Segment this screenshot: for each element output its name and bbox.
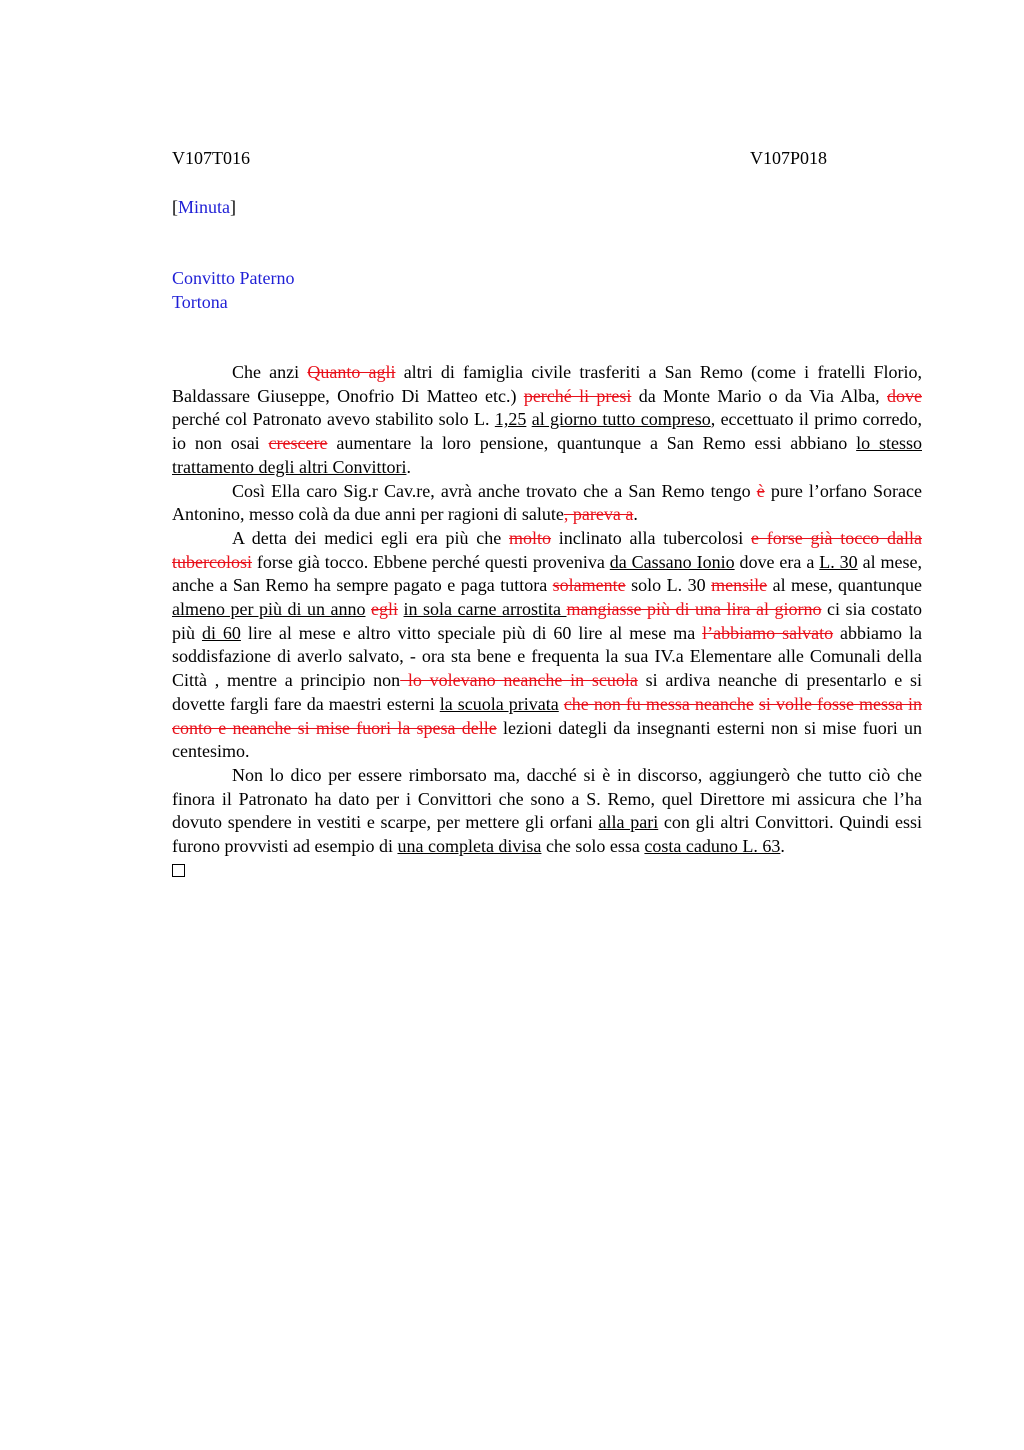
text-segment: . — [780, 836, 785, 857]
underlined-text: al giorno tutto compreso — [531, 409, 711, 430]
deleted-text: Quanto agli — [307, 362, 396, 382]
text-segment: Così Ella caro Sig.r Cav.re, avrà anche trovato che a San Remo tengo — [232, 480, 757, 501]
deleted-text: perché li presi — [523, 385, 632, 406]
empty-checkbox-icon — [172, 864, 185, 877]
underlined-text: lo stesso trattamento degli altri Convittori — [172, 433, 922, 477]
text-segment: al mese, anche a San Remo ha sempre pagato e paga tuttora — [172, 551, 922, 596]
text-segment: lezioni dategli da insegnanti esterni non si mise fuori un centesimo. — [172, 717, 922, 762]
text-segment: al mese, quantunque — [767, 575, 922, 596]
deleted-text: e forse già tocco dalla tubercolosi — [172, 527, 923, 572]
paragraph-1 — [172, 361, 922, 480]
deleted-text: è — [756, 480, 765, 501]
deleted-text: molto — [509, 527, 552, 548]
recipient-address — [172, 266, 295, 314]
document-code-left: V107T016 — [172, 148, 250, 168]
text-segment: ci sia costato più — [172, 599, 922, 643]
text-segment: Non lo dico per essere rimborsato ma, dacché si è in discorso, aggiungerò che tutto ciò che finora il Patronato ha dato per i Convittori che sono a S. Remo, quel Direttore mi assicura che l’ha dovuto spendere in vestiti e scarpe, per mettere gli orfani — [172, 764, 922, 833]
text-segment: che solo essa — [541, 836, 645, 857]
paragraph-2 — [172, 480, 922, 527]
deleted-text: egli — [371, 599, 399, 620]
minuta-close-bracket: ] — [230, 197, 236, 217]
minuta-open-bracket: [ — [172, 197, 178, 217]
underlined-text: da Cassano Ionio — [609, 551, 735, 572]
deleted-text: che non fu messa neanche — [563, 693, 754, 714]
document-code-right: V107P018 — [750, 148, 828, 168]
deleted-text: dove — [887, 385, 922, 406]
text-segment: altri di famiglia civile trasferiti a San Remo (come i fratelli Florio, Baldassare Giuseppe, Onofrio Di Matteo etc.) — [172, 362, 923, 406]
underlined-text: in sola carne arrostita — [403, 599, 567, 620]
deleted-text: mangiasse più di una lira al giorno — [566, 599, 822, 620]
text-segment: . — [406, 456, 411, 477]
deleted-text: l’abbiamo salvato — [702, 622, 834, 643]
text-segment: inclinato alla tubercolosi — [551, 527, 752, 548]
deleted-text: crescere — [268, 433, 328, 454]
text-segment: , eccettuato il primo corredo, io non osai — [172, 409, 923, 454]
text-segment: A detta dei medici egli era più che — [232, 527, 510, 548]
letter-body — [172, 361, 922, 883]
text-segment: Che anzi — [232, 362, 308, 382]
deleted-text: si volle fosse messa in conto e neanche si mise fuori la spesa delle — [172, 693, 923, 738]
text-segment: da Monte Mario o da Via Alba, — [631, 385, 887, 406]
address-line-2: Tortona — [172, 292, 228, 312]
underlined-text: almeno per più di un anno — [172, 599, 366, 620]
underlined-text: alla pari — [598, 812, 659, 833]
text-segment: lire al mese e altro vitto speciale più di 60 lire al mese ma — [240, 622, 703, 643]
text-segment: abbiamo la soddisfazione di averlo salvato, - ora sta bene e frequenta la sua IV.a Elementare alle Comunali della Città , mentre a principio non — [172, 622, 922, 691]
underlined-text: di 60 — [201, 622, 241, 643]
underlined-text: L. 30 — [819, 551, 858, 572]
text-segment: forse già tocco. Ebbene perché questi proveniva — [251, 551, 610, 572]
text-segment: dove era a — [734, 551, 820, 572]
underlined-text: costa caduno L. 63 — [644, 836, 781, 857]
text-segment: si ardiva neanche di presentarlo e si dovette fargli fare da maestri esterni — [172, 670, 922, 714]
address-line-1: Convitto Paterno — [172, 268, 295, 288]
deleted-text: , pareva a — [563, 504, 634, 525]
end-mark — [172, 859, 922, 884]
text-segment: . — [633, 504, 638, 525]
minuta-text: Minuta — [178, 197, 230, 217]
paragraph-3 — [172, 527, 922, 764]
text-segment: perché col Patronato avevo stabilito solo L. — [172, 409, 495, 430]
deleted-text: lo volevano neanche in scuola — [400, 670, 638, 691]
text-segment: aumentare la loro pensione, quantunque a San Remo essi abbiano — [327, 433, 857, 454]
minuta-label — [172, 195, 236, 219]
deleted-text: mensile — [711, 575, 768, 596]
underlined-text: 1,25 — [494, 409, 527, 430]
text-segment: pure l’orfano Sorace Antonino, messo colà da due anni per ragioni di salute — [172, 480, 922, 525]
underlined-text: una completa divisa — [397, 836, 542, 857]
text-segment: con gli altri Convittori. Quindi essi furono provvisti ad esempio di — [172, 812, 923, 857]
deleted-text: solamente — [552, 575, 626, 596]
text-segment: solo L. 30 — [625, 575, 712, 596]
paragraph-4 — [172, 764, 922, 859]
underlined-text: la scuola privata — [439, 693, 559, 714]
